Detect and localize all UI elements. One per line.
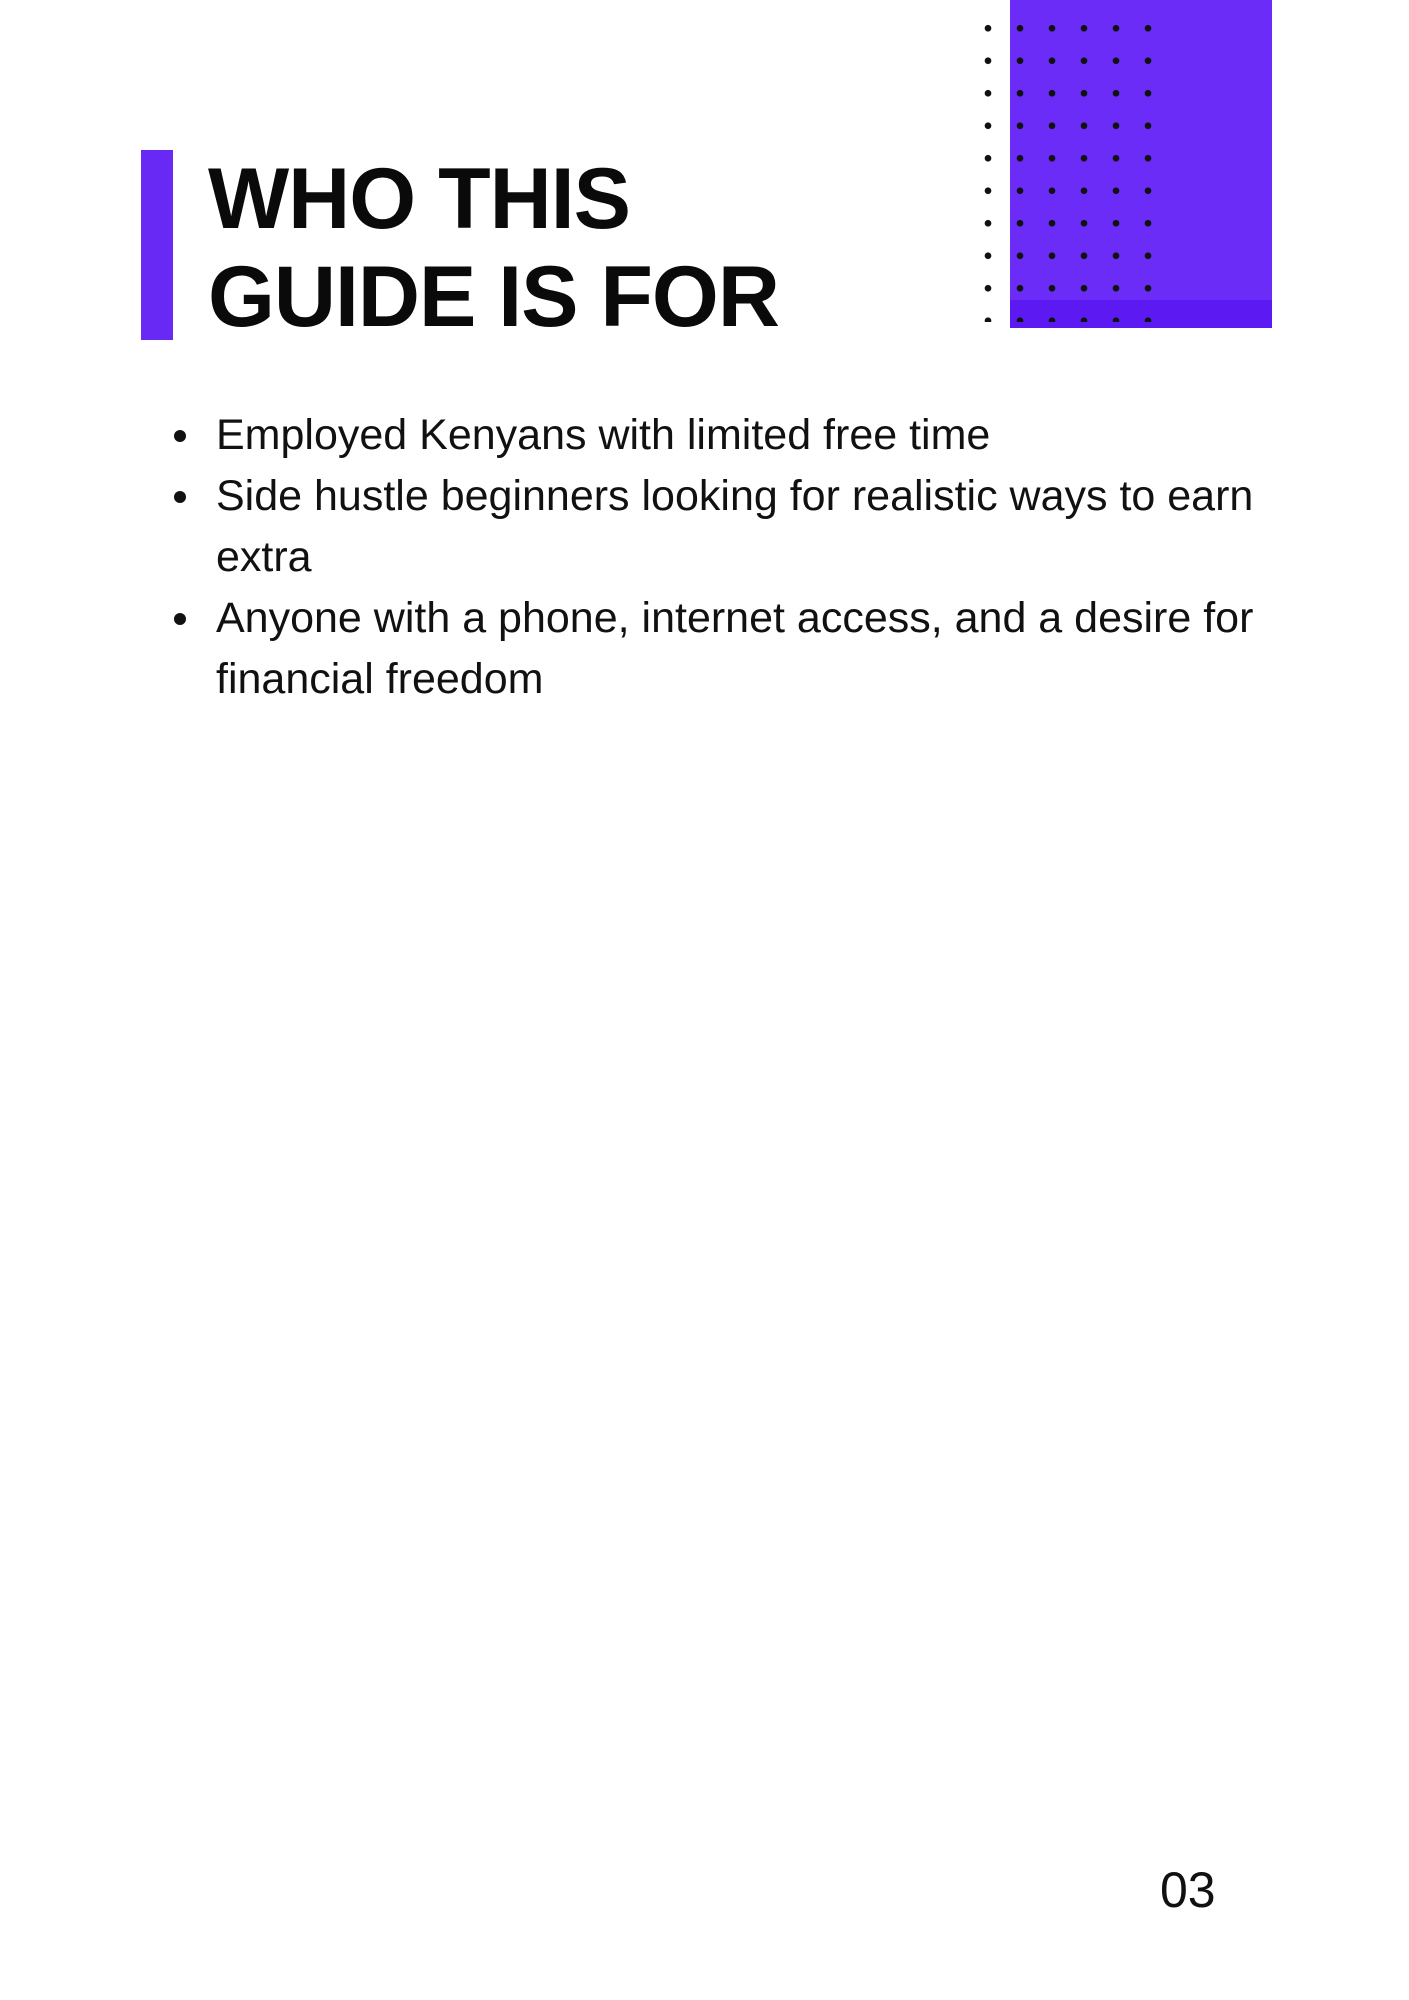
page-title-line-1: WHO THIS [208, 151, 630, 247]
decorative-dot-grid [972, 12, 1152, 322]
list-item-text: Employed Kenyans with limited free time [216, 411, 991, 459]
bullet-icon [174, 491, 186, 503]
list-item [170, 405, 1290, 466]
list-item [170, 466, 1290, 588]
page-title [208, 150, 779, 346]
page-title-line-2: GUIDE IS FOR [208, 249, 779, 345]
title-accent-bar [141, 150, 173, 340]
list-item [170, 588, 1290, 710]
page-number: 03 [1160, 1862, 1216, 1918]
audience-list [170, 405, 1290, 710]
list-item-text: Anyone with a phone, internet access, and a desire for financial freedom [216, 594, 1254, 703]
bullet-icon [174, 430, 186, 442]
list-item-text: Side hustle beginners looking for realistic ways to earn extra [216, 472, 1254, 581]
bullet-icon [174, 613, 186, 625]
